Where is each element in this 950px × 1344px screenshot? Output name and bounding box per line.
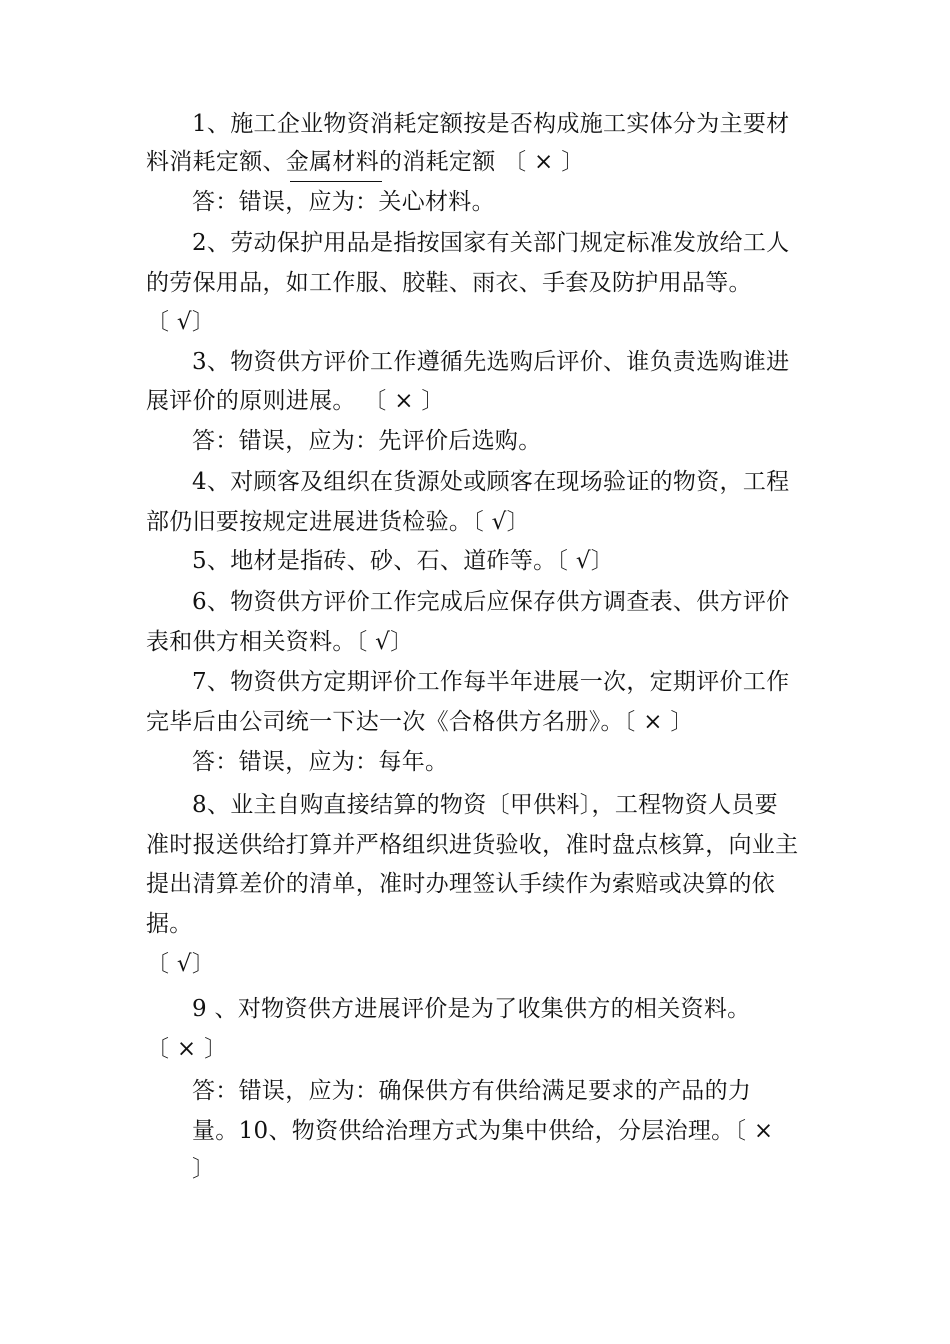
- q1-line-1: 1、施工企业物资消耗定额按是否构成施工实体分为主要材: [192, 111, 790, 137]
- q8-line-1: 8、业主自购直接结算的物资〔甲供料〕，工程物资人员要: [192, 792, 778, 818]
- q3-answer: 答：错误，应为：先评价后选购。: [192, 428, 542, 454]
- q3-line-1: 3、物资供方评价工作遵循先选购后评价、谁负责选购谁进: [192, 349, 790, 375]
- q6-line-1: 6、物资供方评价工作完成后应保存供方调查表、供方评价: [192, 589, 790, 615]
- q8-line-3: 提出清算差价的清单，准时办理签认手续作为索赔或决算的依: [146, 871, 776, 897]
- q9-answer-1: 答：错误，应为：确保供方有供给满足要求的产品的力: [192, 1078, 752, 1104]
- q9-mark: 〔 × 〕: [146, 1036, 228, 1062]
- q7-line-2: 完毕后由公司统一下达一次《合格供方名册》。〔 × 〕: [146, 709, 694, 735]
- q8-line-2: 准时报送供给打算并严格组织进货验收，准时盘点核算，向业主: [146, 832, 799, 858]
- q9-line-1: 9 、对物资供方进展评价是为了收集供方的相关资料。: [192, 996, 751, 1022]
- q7-answer: 答：错误，应为：每年。: [192, 749, 449, 775]
- q2-mark: 〔 √〕: [146, 309, 216, 335]
- q3-line-2: 展评价的原则进展。 〔 × 〕: [146, 388, 445, 414]
- underline-mark: [290, 181, 382, 182]
- q8-mark: 〔 √〕: [146, 951, 216, 977]
- q5-line-1: 5、地材是指砖、砂、石、道砟等。〔 √〕: [192, 548, 615, 574]
- q1-line-2: 料消耗定额、金属材料的消耗定额 〔 × 〕: [146, 149, 585, 175]
- q6-line-2: 表和供方相关资料。〔 √〕: [146, 629, 414, 655]
- q9-answer-2-q10: 量。10、物资供给治理方式为集中供给，分层治理。〔 ×: [192, 1118, 774, 1144]
- q7-line-1: 7、物资供方定期评价工作每半年进展一次，定期评价工作: [192, 669, 790, 695]
- q1-answer: 答：错误，应为：关心材料。: [192, 189, 495, 215]
- q2-line-1: 2、劳动保护用品是指按国家有关部门规定标准发放给工人: [192, 230, 790, 256]
- q4-line-2: 部仍旧要按规定进展进货检验。〔 √〕: [146, 509, 530, 535]
- q8-line-4: 据。: [146, 911, 193, 937]
- q4-line-1: 4、对顾客及组织在货源处或顾客在现场验证的物资，工程: [192, 469, 790, 495]
- q2-line-2: 的劳保用品，如工作服、胶鞋、雨衣、手套及防护用品等。: [146, 270, 752, 296]
- q10-mark: 〕: [192, 1156, 216, 1182]
